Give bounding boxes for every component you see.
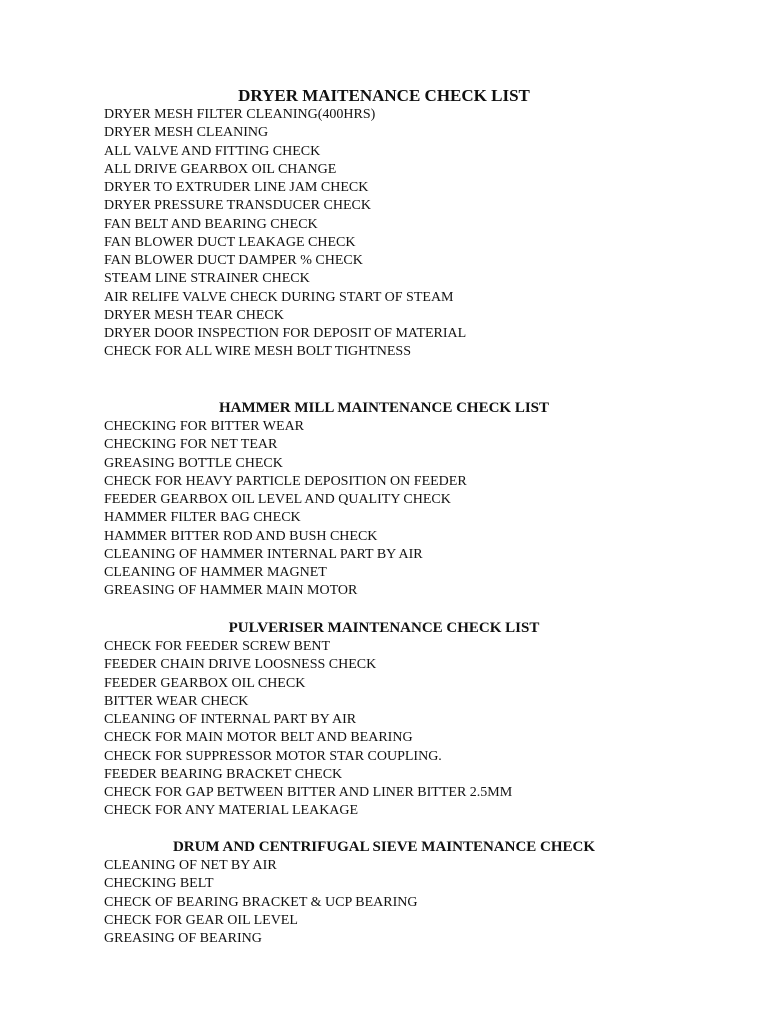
pulveriser-checklist-section	[0, 619, 768, 821]
checklist	[0, 857, 768, 948]
list-item: FEEDER GEARBOX OIL CHECK	[104, 675, 306, 691]
list-item: FEEDER CHAIN DRIVE LOOSNESS CHECK	[104, 657, 377, 673]
list-item: FEEDER BEARING BRACKET CHECK	[104, 766, 343, 782]
list-item: HAMMER BITTER ROD AND BUSH CHECK	[104, 528, 378, 544]
list-item: CHECK FOR MAIN MOTOR BELT AND BEARING	[104, 730, 413, 746]
list-item: FEEDER GEARBOX OIL LEVEL AND QUALITY CHECK	[104, 492, 451, 507]
list-item: CLEANING OF HAMMER INTERNAL PART BY AIR	[104, 546, 423, 562]
list-item: DRYER MESH FILTER CLEANING(400HRS)	[104, 107, 376, 122]
list-item: FAN BLOWER DUCT DAMPER % CHECK	[104, 253, 363, 268]
checklist	[0, 638, 768, 821]
list-item: CLEANING OF HAMMER MAGNET	[104, 565, 327, 580]
list-item: HAMMER FILTER BAG CHECK	[104, 510, 301, 526]
checklist	[0, 106, 768, 362]
list-item: DRYER DOOR INSPECTION FOR DEPOSIT OF MATERIAL	[104, 326, 467, 341]
drum-sieve-checklist-section	[0, 838, 768, 948]
section-title: DRYER MAITENANCE CHECK LIST	[238, 86, 530, 105]
list-item: CHECKING FOR NET TEAR	[104, 437, 278, 453]
list-item: CHECKING FOR BITTER WEAR	[104, 419, 305, 434]
list-item: ALL VALVE AND FITTING CHECK	[104, 143, 321, 159]
list-item: DRYER PRESSURE TRANSDUCER CHECK	[104, 198, 371, 214]
list-item: FAN BELT AND BEARING CHECK	[104, 216, 318, 232]
list-item: CHECK FOR GAP BETWEEN BITTER AND LINER BITTER 2.5MM	[104, 785, 513, 800]
list-item: STEAM LINE STRAINER CHECK	[104, 271, 310, 287]
list-item: DRYER MESH CLEANING	[104, 125, 269, 141]
list-item: DRYER TO EXTRUDER LINE JAM CHECK	[104, 180, 369, 195]
section-title: HAMMER MILL MAINTENANCE CHECK LIST	[218, 400, 550, 416]
list-item: CHECK FOR ALL WIRE MESH BOLT TIGHTNESS	[104, 344, 411, 360]
checklist	[0, 418, 768, 601]
dryer-checklist-section	[0, 86, 768, 362]
list-item: CHECK FOR ANY MATERIAL LEAKAGE	[104, 803, 359, 819]
list-item: AIR RELIFE VALVE CHECK DURING START OF STEAM	[104, 289, 454, 305]
list-item: FAN BLOWER DUCT LEAKAGE CHECK	[104, 234, 356, 250]
list-item: CHECK FOR HEAVY PARTICLE DEPOSITION ON FEEDER	[104, 473, 467, 489]
list-item: DRYER MESH TEAR CHECK	[104, 307, 284, 323]
list-item: CHECKING BELT	[104, 876, 214, 892]
list-item: CHECK FOR GEAR OIL LEVEL	[104, 912, 298, 928]
list-item: CLEANING OF INTERNAL PART BY AIR	[104, 712, 357, 727]
list-item: CLEANING OF NET BY AIR	[104, 858, 277, 873]
section-title: PULVERISER MAINTENANCE CHECK LIST	[228, 620, 540, 636]
section-title: DRUM AND CENTRIFUGAL SIEVE MAINTENANCE CHECK	[172, 839, 596, 855]
list-item: CHECK FOR SUPPRESSOR MOTOR STAR COUPLING.	[104, 748, 442, 764]
hammer-mill-checklist-section	[0, 399, 768, 601]
list-item: ALL DRIVE GEARBOX OIL CHANGE	[104, 161, 337, 177]
list-item: CHECK FOR FEEDER SCREW BENT	[104, 639, 331, 654]
list-item: CHECK OF BEARING BRACKET & UCP BEARING	[104, 894, 418, 910]
list-item: GREASING BOTTLE CHECK	[104, 455, 283, 471]
list-item: GREASING OF HAMMER MAIN MOTOR	[104, 583, 358, 599]
list-item: BITTER WEAR CHECK	[104, 693, 249, 709]
list-item: GREASING OF BEARING	[104, 931, 262, 946]
